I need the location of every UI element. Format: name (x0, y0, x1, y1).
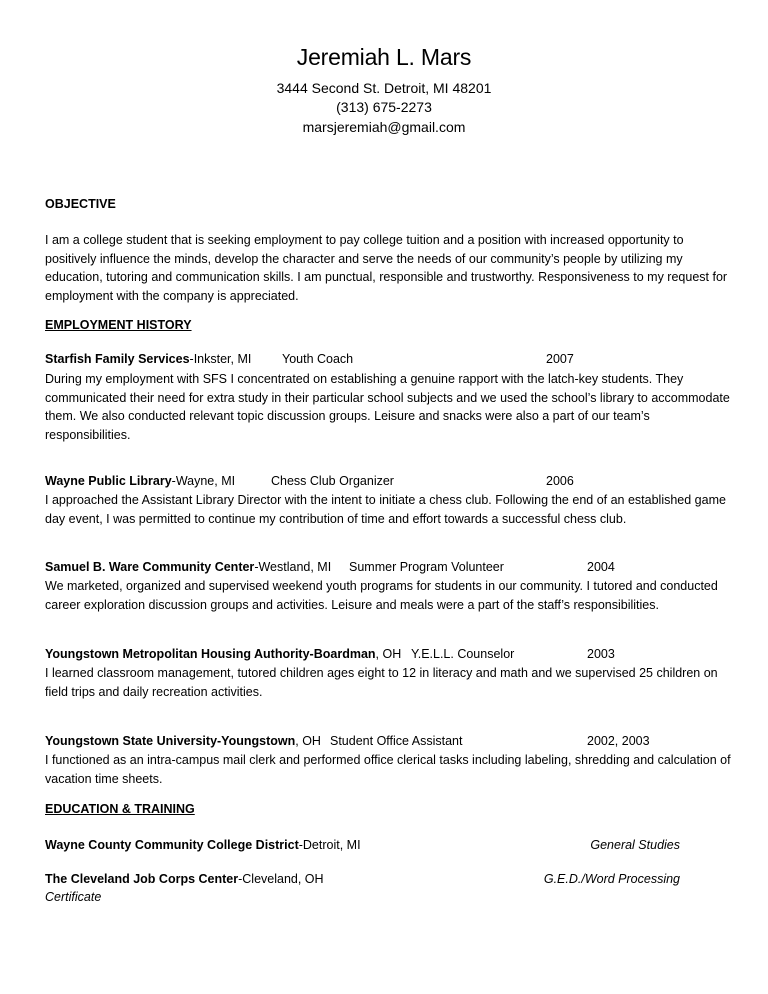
school-header (45, 872, 324, 886)
job-employer: Youngstown Metropolitan Housing Authority-Boardman (45, 647, 376, 661)
job-employer: Samuel B. Ware Community Center (45, 560, 255, 574)
school-program: General Studies (590, 838, 680, 852)
job-description: I learned classroom management, tutored children ages eight to 12 in literacy and math and we supervised 25 children on field trips and daily recreation activities. (45, 666, 718, 699)
job-year: 2002, 2003 (587, 734, 650, 748)
job-header (45, 734, 321, 748)
employment-heading: EMPLOYMENT HISTORY (45, 318, 192, 332)
school-name: The Cleveland Job Corps Center (45, 872, 239, 886)
job-year: 2003 (587, 647, 615, 661)
school-location: -Detroit, MI (298, 838, 361, 852)
school-header (45, 838, 361, 852)
job-header (45, 352, 251, 366)
school-location: -Cleveland, OH (238, 872, 324, 886)
job-year: 2007 (546, 352, 574, 366)
job-header (45, 474, 235, 488)
job-location: -Westland, MI (254, 560, 332, 574)
job-title: Student Office Assistant (330, 734, 463, 748)
job-title: Youth Coach (282, 352, 354, 366)
school-name: Wayne County Community College District (45, 838, 299, 852)
education-heading: EDUCATION & TRAINING (45, 802, 195, 816)
school-program: G.E.D./Word Processing (543, 872, 680, 886)
candidate-name: Jeremiah L. Mars (296, 44, 472, 70)
job-description: I functioned as an intra-campus mail clerk and performed office clerical tasks including labeling, shredding and calculation of vacation time sheets. (45, 753, 731, 786)
job-header (45, 560, 331, 574)
job-year: 2006 (546, 474, 574, 488)
email: marsjeremiah@gmail.com (302, 119, 466, 135)
phone: (313) 675-2273 (336, 99, 432, 115)
job-location: -Inkster, MI (189, 352, 252, 366)
job-title: Y.E.L.L. Counselor (411, 647, 515, 661)
job-year: 2004 (587, 560, 615, 574)
address: 3444 Second St. Detroit, MI 48201 (276, 80, 492, 96)
job-location: -Wayne, MI (171, 474, 236, 488)
job-location: , OH (375, 647, 402, 661)
job-employer: Youngstown State University-Youngstown (45, 734, 296, 748)
objective-heading: OBJECTIVE (45, 197, 116, 211)
job-title: Chess Club Organizer (271, 474, 394, 488)
job-employer: Starfish Family Services (45, 352, 190, 366)
job-employer: Wayne Public Library (45, 474, 172, 488)
job-header (45, 647, 401, 661)
job-description: We marketed, organized and supervised weekend youth programs for students in our community. I tutored and conducted career exploration discussion groups and activities. Leisure and meals were a part of the staff’s responsibilities. (45, 579, 718, 612)
job-title: Summer Program Volunteer (349, 560, 504, 574)
job-location: , OH (295, 734, 321, 748)
job-description: I approached the Assistant Library Director with the intent to initiate a chess club. Following the end of an established game day event, I was permitted to continue my contribution of time and effort towards a successful chess club. (45, 493, 726, 526)
school-program-continued: Certificate (45, 890, 102, 904)
objective-text: I am a college student that is seeking employment to pay college tuition and a position with increased opportunity to positively influence the minds, develop the character and serve the needs of our community’s people by utilizing my education, tutoring and communication skills. I am punctual, responsible and trustworthy. Responsiveness to my request for employment with the company is appreciated. (45, 233, 728, 303)
job-description: During my employment with SFS I concentrated on establishing a genuine rapport with the latch-key students. They communicated their need for extra study in their particular school subjects and we used the school’s library to accommodate them. We also conducted relevant topic discussion groups. Leisure and snacks were also a part of our team’s responsibilities. (45, 372, 730, 442)
